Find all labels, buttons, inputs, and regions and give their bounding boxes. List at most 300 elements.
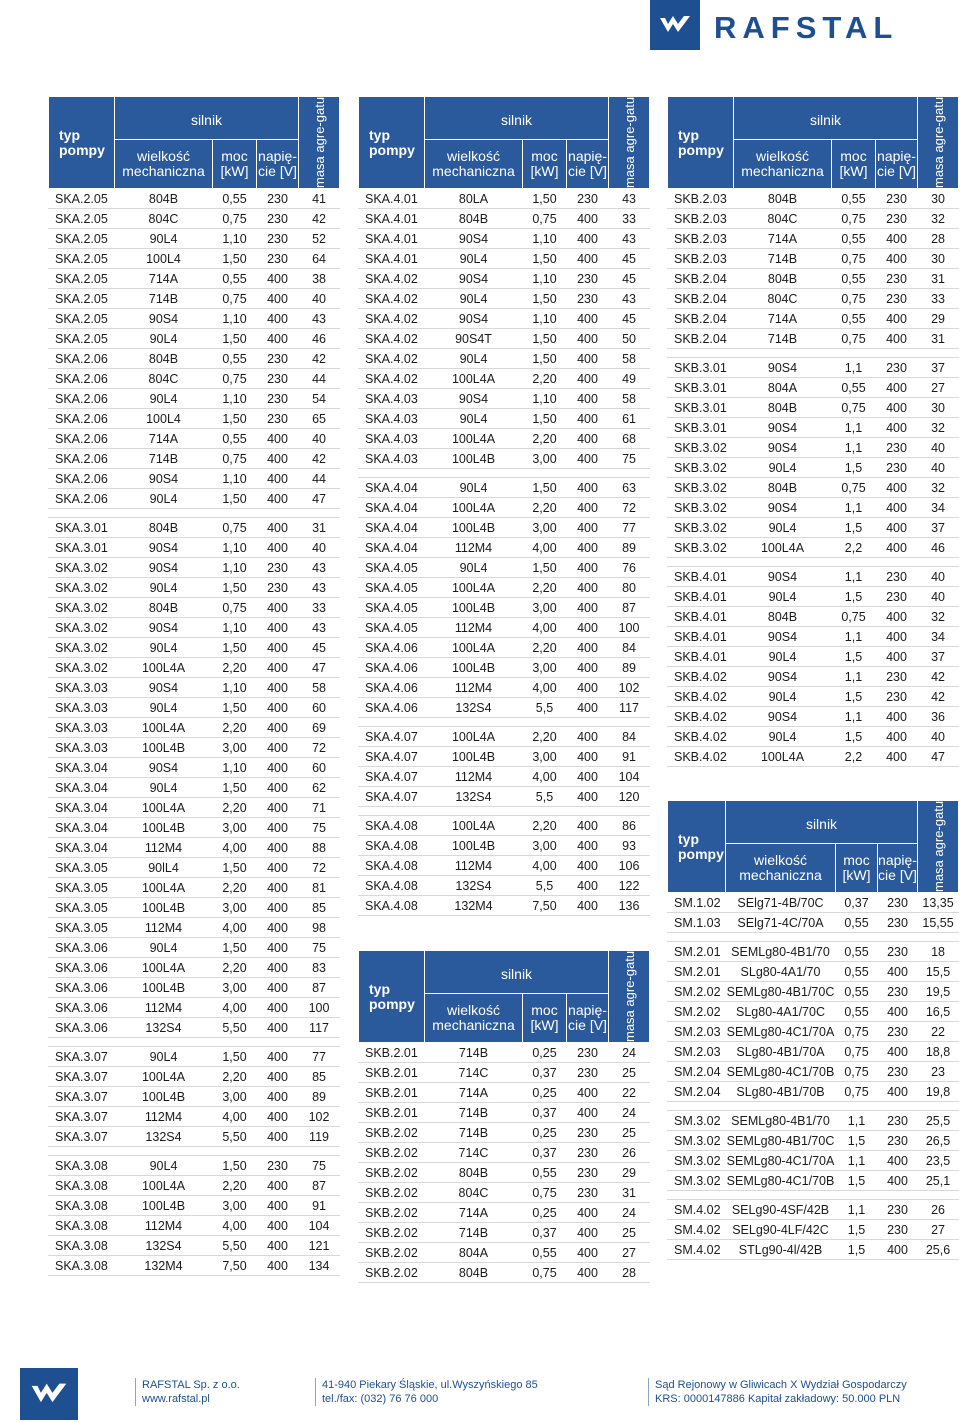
cell-wielkosc: 90L4 (734, 647, 832, 667)
cell-typ: SKA.3.08 (49, 1156, 115, 1176)
cell-napiecie: 400 (567, 618, 609, 638)
header-wielkosc-2: mechaniczna (741, 163, 824, 179)
cell-napiecie: 230 (567, 189, 609, 209)
cell-masa: 40 (918, 458, 959, 478)
cell-moc: 1,50 (213, 778, 257, 798)
cell-moc: 1,5 (832, 518, 876, 538)
cell-masa: 89 (609, 658, 650, 678)
cell-masa: 98 (299, 918, 340, 938)
cell-napiecie: 230 (876, 438, 918, 458)
cell-typ: SKA.2.05 (49, 329, 115, 349)
table-row (49, 449, 340, 469)
cell-napiecie: 230 (257, 389, 299, 409)
cell-wielkosc: 90L4 (425, 289, 523, 309)
table-row (668, 289, 959, 309)
cell-typ: SKB.2.04 (668, 309, 734, 329)
cell-masa: 45 (609, 309, 650, 329)
header-masa: masa agre-gatu [kg] (609, 97, 650, 189)
header-typ: typ (369, 980, 390, 997)
group-separator (668, 933, 959, 942)
table-row (359, 429, 650, 449)
cell-napiecie: 400 (257, 1047, 299, 1067)
table-row (668, 1171, 959, 1191)
cell-napiecie: 400 (567, 498, 609, 518)
cell-typ: SKA.4.02 (359, 329, 425, 349)
cell-typ: SKB.2.04 (668, 329, 734, 349)
cell-napiecie: 400 (876, 647, 918, 667)
cell-moc: 0,75 (213, 598, 257, 618)
header-wielkosc-1: wielkość (447, 1002, 500, 1018)
cell-wielkosc: SEMLg80-4B1/70 (726, 942, 836, 962)
table-row (359, 876, 650, 896)
cell-napiecie: 400 (567, 678, 609, 698)
cell-wielkosc: 90L4 (115, 389, 213, 409)
cell-masa: 44 (299, 369, 340, 389)
cell-napiecie: 400 (876, 378, 918, 398)
cell-typ: SM.4.02 (668, 1200, 726, 1220)
cell-typ: SKA.4.04 (359, 538, 425, 558)
cell-typ: SKA.2.06 (49, 489, 115, 509)
group-separator (668, 1191, 959, 1200)
cell-moc: 1,10 (213, 558, 257, 578)
cell-moc: 4,00 (213, 1216, 257, 1236)
table-row (49, 249, 340, 269)
cell-wielkosc: 100L4B (425, 658, 523, 678)
table-row (359, 638, 650, 658)
group-separator (49, 1147, 340, 1156)
cell-moc: 0,55 (213, 269, 257, 289)
cell-wielkosc: 90L4 (734, 458, 832, 478)
table-row (359, 1103, 650, 1123)
cell-wielkosc: 90S4 (115, 678, 213, 698)
cell-moc: 3,00 (523, 449, 567, 469)
header-nap-1: napię- (568, 148, 607, 164)
cell-napiecie: 230 (878, 1131, 918, 1151)
cell-typ: SM.2.02 (668, 982, 726, 1002)
cell-typ: SM.2.01 (668, 962, 726, 982)
table-row (49, 678, 340, 698)
cell-napiecie: 400 (567, 389, 609, 409)
cell-napiecie: 400 (257, 638, 299, 658)
cell-moc: 1,1 (832, 627, 876, 647)
cell-moc: 0,55 (832, 269, 876, 289)
cell-moc: 2,2 (832, 747, 876, 767)
cell-moc: 0,55 (832, 229, 876, 249)
table-row (359, 1163, 650, 1183)
cell-typ: SKA.3.05 (49, 918, 115, 938)
cell-wielkosc: 112M4 (425, 767, 523, 787)
cell-moc: 1,5 (832, 458, 876, 478)
header-wielkosc-2: mechaniczna (122, 163, 205, 179)
header-moc-2: [kW] (530, 1017, 559, 1033)
cell-typ: SKA.3.08 (49, 1256, 115, 1276)
cell-typ: SKB.4.01 (668, 647, 734, 667)
cell-napiecie: 400 (567, 638, 609, 658)
cell-wielkosc: 804B (734, 478, 832, 498)
cell-moc: 0,55 (836, 982, 878, 1002)
cell-napiecie: 400 (567, 449, 609, 469)
cell-typ: SM.3.02 (668, 1171, 726, 1191)
cell-moc: 1,50 (523, 349, 567, 369)
group-separator (668, 558, 959, 567)
cell-moc: 2,20 (213, 878, 257, 898)
cell-typ: SKA.4.08 (359, 816, 425, 836)
cell-masa: 37 (918, 518, 959, 538)
cell-wielkosc: 804B (734, 189, 832, 209)
cell-napiecie: 230 (567, 1063, 609, 1083)
table-row (668, 478, 959, 498)
cell-typ: SM.3.02 (668, 1131, 726, 1151)
cell-wielkosc: 804B (115, 349, 213, 369)
cell-moc: 2,20 (213, 958, 257, 978)
cell-napiecie: 400 (567, 816, 609, 836)
cell-moc: 1,50 (213, 329, 257, 349)
cell-typ: SKA.4.06 (359, 678, 425, 698)
cell-napiecie: 230 (878, 893, 918, 913)
cell-napiecie: 230 (876, 269, 918, 289)
cell-napiecie: 400 (257, 1176, 299, 1196)
cell-moc: 0,75 (523, 1263, 567, 1283)
cell-moc: 0,25 (523, 1083, 567, 1103)
cell-typ: SKA.3.07 (49, 1087, 115, 1107)
cell-moc: 1,5 (836, 1131, 878, 1151)
table-row (359, 618, 650, 638)
cell-typ: SKA.4.04 (359, 498, 425, 518)
cell-masa: 121 (299, 1236, 340, 1256)
header-wielkosc (726, 844, 836, 893)
cell-napiecie: 400 (876, 229, 918, 249)
cell-napiecie: 230 (876, 687, 918, 707)
cell-masa: 47 (918, 747, 959, 767)
cell-moc: 2,20 (523, 429, 567, 449)
cell-napiecie: 400 (878, 1240, 918, 1260)
cell-wielkosc: 90L4 (734, 587, 832, 607)
cell-typ: SKA.2.05 (49, 269, 115, 289)
table-row (668, 962, 959, 982)
cell-moc: 1,50 (523, 478, 567, 498)
table-row (49, 1087, 340, 1107)
cell-moc: 1,1 (832, 498, 876, 518)
table-row (49, 758, 340, 778)
cell-wielkosc: 100L4B (115, 818, 213, 838)
cell-masa: 34 (918, 627, 959, 647)
cell-moc: 1,10 (523, 389, 567, 409)
cell-wielkosc: SEMLg80-4C1/70A (726, 1022, 836, 1042)
cell-masa: 33 (609, 209, 650, 229)
cell-moc: 2,20 (213, 1176, 257, 1196)
table-row (359, 269, 650, 289)
cell-masa: 30 (918, 398, 959, 418)
cell-napiecie: 230 (876, 587, 918, 607)
table-row (359, 329, 650, 349)
cell-moc: 1,5 (832, 687, 876, 707)
cell-wielkosc: 132M4 (425, 896, 523, 916)
cell-moc: 0,75 (832, 329, 876, 349)
cell-wielkosc: SLg80-4A1/70 (726, 962, 836, 982)
header-typ-pompy (668, 97, 734, 189)
header-nap-2: cie [V] (878, 867, 917, 883)
cell-typ: SKA.4.08 (359, 896, 425, 916)
table-row (359, 1223, 650, 1243)
header-wielkosc-1: wielkość (756, 148, 809, 164)
cell-masa: 31 (918, 329, 959, 349)
cell-typ: SKA.3.06 (49, 1018, 115, 1038)
cell-moc: 1,1 (836, 1111, 878, 1131)
table-row (359, 1043, 650, 1063)
cell-typ: SKA.2.06 (49, 449, 115, 469)
cell-masa: 117 (609, 698, 650, 718)
cell-masa: 38 (299, 269, 340, 289)
cell-napiecie: 230 (876, 189, 918, 209)
cell-moc: 1,50 (213, 249, 257, 269)
cell-moc: 1,1 (832, 418, 876, 438)
cell-wielkosc: 112M4 (425, 618, 523, 638)
cell-typ: SKA.4.02 (359, 309, 425, 329)
cell-wielkosc: 804B (115, 598, 213, 618)
cell-wielkosc: 804B (734, 607, 832, 627)
cell-wielkosc: SEMLg80-4C1/70A (726, 1151, 836, 1171)
cell-moc: 4,00 (523, 538, 567, 558)
cell-masa: 25 (609, 1223, 650, 1243)
cell-napiecie: 400 (567, 1223, 609, 1243)
cell-masa: 31 (299, 518, 340, 538)
cell-moc: 3,00 (213, 1196, 257, 1216)
cell-napiecie: 230 (876, 667, 918, 687)
cell-wielkosc: 132S4 (425, 698, 523, 718)
group-separator (668, 349, 959, 358)
cell-typ: SKA.3.04 (49, 758, 115, 778)
cell-typ: SKA.3.06 (49, 938, 115, 958)
cell-typ: SKA.4.01 (359, 249, 425, 269)
cell-moc: 1,10 (213, 469, 257, 489)
cell-napiecie: 400 (257, 978, 299, 998)
cell-wielkosc: 100L4A (115, 1176, 213, 1196)
cell-napiecie: 400 (257, 778, 299, 798)
cell-masa: 45 (609, 249, 650, 269)
cell-typ: SKB.2.04 (668, 269, 734, 289)
cell-moc: 2,2 (832, 538, 876, 558)
cell-wielkosc: 804C (115, 209, 213, 229)
cell-wielkosc: 112M4 (425, 678, 523, 698)
cell-typ: SKB.3.02 (668, 478, 734, 498)
cell-wielkosc: 100L4A (734, 747, 832, 767)
cell-typ: SKB.2.02 (359, 1143, 425, 1163)
table-row (359, 747, 650, 767)
table-row (49, 598, 340, 618)
table-row (49, 538, 340, 558)
table-row (668, 398, 959, 418)
table-row (359, 498, 650, 518)
table-row (668, 229, 959, 249)
table-row (668, 1240, 959, 1260)
cell-moc: 0,55 (836, 1002, 878, 1022)
cell-typ: SKB.3.01 (668, 378, 734, 398)
cell-napiecie: 400 (257, 1256, 299, 1276)
cell-moc: 4,00 (523, 767, 567, 787)
cell-typ: SKB.4.02 (668, 707, 734, 727)
table-row (49, 718, 340, 738)
table-row (49, 1107, 340, 1127)
table-row (49, 658, 340, 678)
cell-wielkosc: 90lL4 (115, 858, 213, 878)
cell-masa: 75 (299, 1156, 340, 1176)
cell-wielkosc: SLg80-4B1/70B (726, 1082, 836, 1102)
cell-moc: 0,55 (213, 429, 257, 449)
cell-masa: 75 (299, 818, 340, 838)
cell-wielkosc: 100L4A (115, 658, 213, 678)
table-row (668, 1151, 959, 1171)
cell-wielkosc: 132S4 (115, 1236, 213, 1256)
header-moc-1: moc (531, 1002, 558, 1018)
table-row (49, 269, 340, 289)
cell-napiecie: 230 (876, 358, 918, 378)
cell-napiecie: 400 (257, 618, 299, 638)
table-row (668, 567, 959, 587)
cell-moc: 0,55 (832, 309, 876, 329)
table-row (359, 836, 650, 856)
cell-typ: SKA.3.07 (49, 1107, 115, 1127)
table-row (49, 638, 340, 658)
cell-wielkosc: 90S4 (115, 538, 213, 558)
cell-moc: 1,10 (213, 229, 257, 249)
header-silnik: silnik (726, 801, 918, 844)
cell-wielkosc: 90S4 (115, 309, 213, 329)
footer-registry (648, 1378, 907, 1406)
cell-typ: SKA.3.07 (49, 1067, 115, 1087)
cell-wielkosc: STLg90-4l/42B (726, 1240, 836, 1260)
cell-wielkosc: 100L4 (115, 249, 213, 269)
cell-wielkosc: 90L4 (115, 1047, 213, 1067)
cell-napiecie: 400 (257, 698, 299, 718)
cell-typ: SM.2.04 (668, 1062, 726, 1082)
cell-masa: 32 (918, 478, 959, 498)
cell-typ: SKA.4.08 (359, 836, 425, 856)
cell-moc: 4,00 (523, 856, 567, 876)
cell-masa: 81 (299, 878, 340, 898)
table-row (668, 607, 959, 627)
cell-napiecie: 400 (878, 1082, 918, 1102)
cell-moc: 5,50 (213, 1127, 257, 1147)
cell-masa: 43 (609, 189, 650, 209)
table-row (359, 389, 650, 409)
cell-wielkosc: 112M4 (425, 856, 523, 876)
cell-napiecie: 400 (567, 856, 609, 876)
cell-masa: 93 (609, 836, 650, 856)
header-typ-pompy (668, 801, 726, 893)
cell-moc: 0,37 (523, 1143, 567, 1163)
cell-typ: SKB.2.01 (359, 1083, 425, 1103)
table-row (668, 438, 959, 458)
table-row (49, 309, 340, 329)
cell-napiecie: 230 (567, 1143, 609, 1163)
cell-wielkosc: 90L4 (115, 778, 213, 798)
cell-wielkosc: 100L4A (425, 816, 523, 836)
table-row (668, 538, 959, 558)
cell-napiecie: 230 (257, 578, 299, 598)
table-row (668, 1220, 959, 1240)
table-row (49, 1176, 340, 1196)
cell-napiecie: 400 (567, 727, 609, 747)
cell-wielkosc: SLg80-4B1/70A (726, 1042, 836, 1062)
cell-typ: SKA.3.03 (49, 718, 115, 738)
cell-napiecie: 230 (257, 229, 299, 249)
cell-typ: SM.2.03 (668, 1042, 726, 1062)
cell-typ: SKA.4.06 (359, 638, 425, 658)
cell-moc: 0,75 (832, 209, 876, 229)
cell-typ: SKB.2.01 (359, 1043, 425, 1063)
cell-moc: 0,55 (523, 1243, 567, 1263)
header-nap-1: napię- (878, 852, 917, 868)
cell-wielkosc: 90S4 (734, 358, 832, 378)
cell-wielkosc: 804C (425, 1183, 523, 1203)
cell-moc: 4,00 (523, 618, 567, 638)
table-row (668, 942, 959, 962)
cell-masa: 104 (299, 1216, 340, 1236)
cell-napiecie: 400 (567, 229, 609, 249)
cell-masa: 29 (918, 309, 959, 329)
cell-moc: 1,50 (213, 698, 257, 718)
cell-wielkosc: 100L4 (115, 409, 213, 429)
cell-napiecie: 230 (878, 1062, 918, 1082)
cell-masa: 15,5 (918, 962, 959, 982)
header-nap-1: napię- (877, 148, 916, 164)
cell-moc: 1,1 (832, 438, 876, 458)
group-separator (359, 718, 650, 727)
header-wielkosc-2: mechaniczna (739, 867, 822, 883)
table-row (359, 598, 650, 618)
cell-typ: SKB.4.02 (668, 687, 734, 707)
cell-typ: SKA.4.07 (359, 727, 425, 747)
cell-masa: 43 (299, 618, 340, 638)
cell-wielkosc: 714B (734, 329, 832, 349)
cell-napiecie: 230 (567, 1183, 609, 1203)
table-row (359, 727, 650, 747)
table-row (359, 856, 650, 876)
cell-typ: SKA.3.01 (49, 538, 115, 558)
cell-typ: SKB.2.03 (668, 189, 734, 209)
cell-masa: 80 (609, 578, 650, 598)
cell-wielkosc: 100L4B (115, 1196, 213, 1216)
cell-typ: SKA.3.06 (49, 998, 115, 1018)
table-row (668, 587, 959, 607)
header-moc (523, 140, 567, 189)
cell-moc: 0,55 (836, 913, 878, 933)
footer-website[interactable]: www.rafstal.pl (142, 1393, 210, 1405)
table-row (49, 898, 340, 918)
cell-moc: 5,5 (523, 787, 567, 807)
cell-napiecie: 400 (567, 747, 609, 767)
cell-masa: 45 (609, 269, 650, 289)
header-napiecie (878, 844, 918, 893)
table-row (668, 667, 959, 687)
cell-napiecie: 400 (876, 398, 918, 418)
cell-masa: 75 (609, 449, 650, 469)
footer-phone: tel./fax: (032) 76 76 000 (322, 1393, 439, 1405)
cell-typ: SKA.3.02 (49, 618, 115, 638)
cell-napiecie: 230 (567, 1043, 609, 1063)
table-row (668, 687, 959, 707)
cell-masa: 33 (299, 598, 340, 618)
cell-napiecie: 400 (878, 1151, 918, 1171)
cell-typ: SKA.4.05 (359, 618, 425, 638)
table-row (359, 209, 650, 229)
cell-moc: 2,20 (523, 727, 567, 747)
table-row (359, 1083, 650, 1103)
footer-krs: KRS: 0000147886 Kapitał zakładowy: 50.000 PLN (655, 1393, 901, 1405)
cell-moc: 0,75 (213, 449, 257, 469)
table-row (359, 349, 650, 369)
cell-masa: 58 (609, 349, 650, 369)
